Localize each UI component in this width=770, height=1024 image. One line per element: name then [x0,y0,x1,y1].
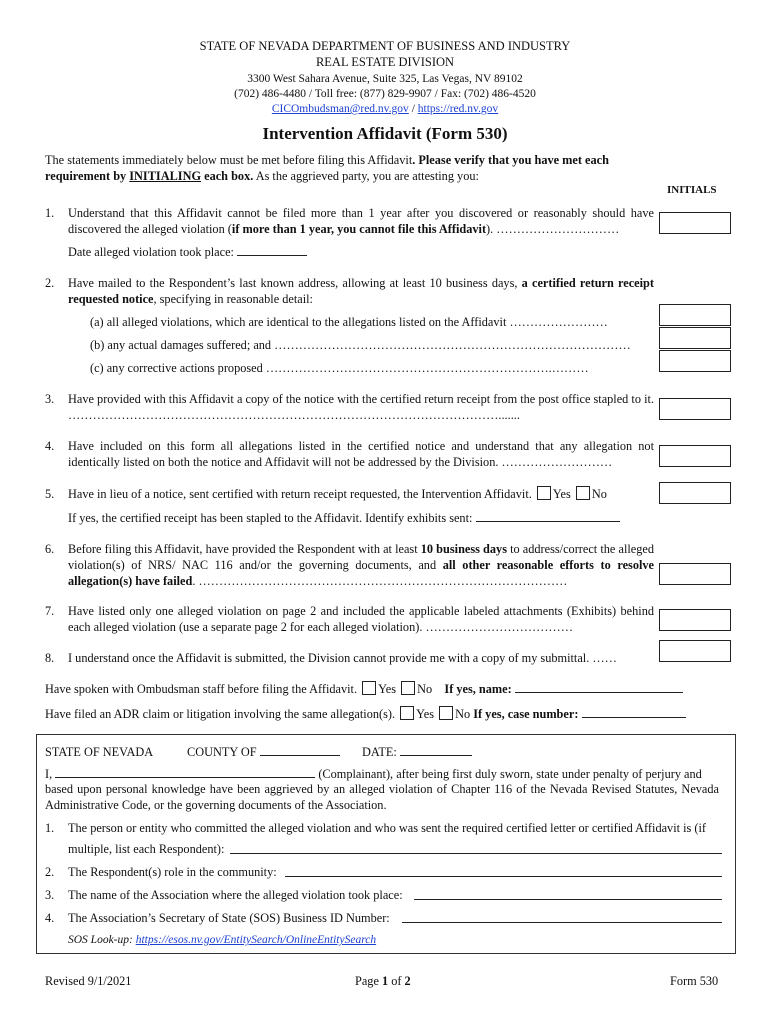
item-5-yes-checkbox[interactable] [537,486,551,500]
item-6-bold-d: all other reasonable efforts to resolve allegation(s) have failed [68,558,654,588]
ombudsman-yes-checkbox[interactable] [362,681,376,695]
item-8-text: I understand once the Affidavit is submitted, the Division cannot provide me with a copy of my submittal. …… [68,651,617,665]
item-2-bold: a certified return receipt requested notice [68,276,654,306]
item-5-no-label: No [591,487,607,501]
state-label: STATE OF NEVADA [45,745,154,759]
sworn-q4-text: The Association’s Secretary of State (SOS) Business ID Number: [68,911,390,925]
initials-header: INITIALS [667,184,717,196]
intro-text-d: each box. [201,169,254,183]
county-label: COUNTY OF [187,745,257,759]
item-6-number: 6. [45,542,55,556]
sos-id-field[interactable] [402,910,722,923]
initials-box-6[interactable] [659,563,731,585]
agency-phones: (702) 486-4480 / Toll free: (877) 829-9907 / Fax: (702) 486-4520 [234,88,536,100]
sworn-q1-text: The person or entity who committed the alleged violation and who was sent the required certified letter or certified Affidavit is (if [68,821,706,835]
adr-yes-checkbox[interactable] [400,706,414,720]
respondent-role-field[interactable] [285,864,722,877]
intro-initialing: INITIALING [129,169,202,183]
respondent-field[interactable] [230,841,722,854]
date-violation-field[interactable] [237,244,307,256]
agency-name: STATE OF NEVADA DEPARTMENT OF BUSINESS AND INDUSTRY [199,39,571,53]
complainant-name-field[interactable] [55,766,315,778]
sworn-q3-number: 3. [45,888,55,902]
date-field[interactable] [400,744,472,756]
item-6-text-a: Before filing this Affidavit, have provided the Respondent with at least [68,542,421,556]
date-violation-label: Date alleged violation took place: [68,245,234,259]
item-1-text [68,205,654,237]
adr-case-number-label: If yes, case number: [473,707,579,721]
agency-address: 3300 West Sahara Avenue, Suite 325, Las Vegas, NV 89102 [247,73,523,85]
item-5-sub-row [68,510,620,526]
item-1-bold: if more than 1 year, you cannot file this Affidavit [231,222,487,236]
item-1-number: 1. [45,206,55,220]
item-3-text: Have provided with this Affidavit a copy of the notice with the certified return receipt from the post office stapled to it. ……………………………………………………………………………………………....... [68,392,654,422]
item-4-number: 4. [45,439,55,453]
item-5-text-row [68,486,607,502]
page-label: Page [355,974,382,988]
item-5-sub-text: If yes, the certified receipt has been stapled to the Affidavit. Identify exhibits sent: [68,511,473,525]
item-2-text-a: Have mailed to the Respondent’s last known address, allowing at least 10 business days, [68,276,522,290]
ombudsman-name-field[interactable] [515,681,683,693]
item-7-number: 7. [45,604,55,618]
item-2a: (a) all alleged violations, which are identical to the allegations listed on the Affidavit …………………… [90,315,608,329]
sworn-q2-text: The Respondent(s) role in the community: [68,865,277,879]
initials-box-7[interactable] [659,609,731,631]
ombudsman-no-label: No [417,682,433,696]
intro-text-e: As the aggrieved party, you are attesting you: [253,169,479,183]
exhibits-sent-field[interactable] [476,510,620,522]
division-name: REAL ESTATE DIVISION [315,55,455,69]
sworn-q1-number: 1. [45,821,55,835]
item-6-bold-b: 10 business days [420,542,507,556]
adr-row [45,706,735,722]
sworn-q4-number: 4. [45,911,55,925]
ombudsman-text: Have spoken with Ombudsman staff before filing the Affidavit. [45,682,358,696]
page-of: of [388,974,405,988]
page-total: 2 [404,974,411,988]
sworn-paragraph: based upon personal knowledge have been aggrieved by an alleged violation of Chapter 116 of the Nevada Revised Statutes, Nevada Administrative Code, or the governing documents of the Association. [45,782,719,812]
link-separator: / [408,103,418,115]
ombudsman-yes-label: Yes [378,682,397,696]
initials-box-2a[interactable] [659,304,731,326]
initials-box-2c[interactable] [659,350,731,372]
item-7-text: Have listed only one alleged violation on page 2 and included the applicable labeled attachments (Exhibits) behind each alleged violation (use a separate page 2 for each alleged violation). ……………………………… [68,604,654,634]
sos-lookup-link[interactable]: https://esos.nv.gov/EntitySearch/OnlineEntitySearch [135,934,377,946]
initials-box-4[interactable] [659,445,731,467]
adr-no-checkbox[interactable] [439,706,453,720]
sworn-q3-text: The name of the Association where the alleged violation took place: [68,888,403,902]
sworn-q2-number: 2. [45,865,55,879]
item-6-text-e: . ……………………………………………………………………………… [192,574,568,588]
complainant-row [45,766,725,782]
item-4-text: Have included on this form all allegations listed in the certified notice and understand that any allegation not identically listed on both the notice and Affidavit will not be addressed by the Division. ……………………… [68,439,654,469]
i-label: I, [45,767,53,781]
intro-text-a: The statements immediately below must be met before filing this Affidavit [45,153,413,167]
item-2c: (c) any corrective actions proposed …………………………………………………………….……… [90,361,589,375]
item-1-text-c: ). ………………………… [486,222,620,236]
email-link[interactable]: CICOmbudsman@red.nv.gov [271,103,409,115]
date-label: DATE: [362,745,397,759]
item-6-text [68,541,654,589]
county-row [187,744,340,760]
item-3-number: 3. [45,392,55,406]
intro-paragraph [45,152,657,184]
item-2-text-c: , specifying in reasonable detail: [153,292,313,306]
item-5-text: Have in lieu of a notice, sent certified with return receipt requested, the Intervention Affidavit. [68,487,532,501]
ombudsman-no-checkbox[interactable] [401,681,415,695]
initials-box-5[interactable] [659,482,731,504]
item-6-text-c: to address/correct the alleged violation(s) of NRS/ NAC 116 and/or the governing documents, and [68,542,654,572]
complainant-text: (Complainant), after being first duly sworn, state under penalty of perjury and [318,767,702,781]
contact-links [0,101,770,117]
page-indicator [355,973,411,989]
ombudsman-name-label: If yes, name: [444,682,512,696]
adr-no-label: No [455,707,471,721]
initials-box-8[interactable] [659,640,731,662]
item-5-yes-label: Yes [552,487,571,501]
ombudsman-row [45,681,735,697]
item-5-number: 5. [45,487,55,501]
revised-date: Revised 9/1/2021 [45,974,132,988]
adr-case-number-field[interactable] [582,706,686,718]
item-2-number: 2. [45,276,55,290]
adr-yes-label: Yes [416,707,435,721]
form-title: Intervention Affidavit (Form 530) [262,124,508,143]
item-2-text [68,275,654,307]
sos-lookup-label: SOS Look-up: [68,934,136,946]
county-field[interactable] [260,744,340,756]
initials-box-1[interactable] [659,212,731,234]
page-number: 1 [381,974,389,988]
date-violation-row [68,244,307,260]
initials-box-3[interactable] [659,398,731,420]
item-8-number: 8. [45,651,55,665]
adr-text: Have filed an ADR claim or litigation involving the same allegation(s). [45,707,396,721]
item-2b: (b) any actual damages suffered; and …………………………………………………………………………… [90,338,631,352]
website-link[interactable]: https://red.nv.gov [417,103,499,115]
intro-text-b: . Please verify that you have met each requirement by [45,153,609,183]
sos-lookup-row [68,932,376,948]
association-name-field[interactable] [414,887,722,900]
date-row [362,744,472,760]
sworn-q1-sub: multiple, list each Respondent): [68,842,225,856]
initials-box-2b[interactable] [659,327,731,349]
item-1-text-a: Understand that this Affidavit cannot be filed more than 1 year after you discovered or reasonably should have discovered the alleged violation ( [68,206,654,236]
item-5-no-checkbox[interactable] [576,486,590,500]
form-number: Form 530 [670,974,719,988]
